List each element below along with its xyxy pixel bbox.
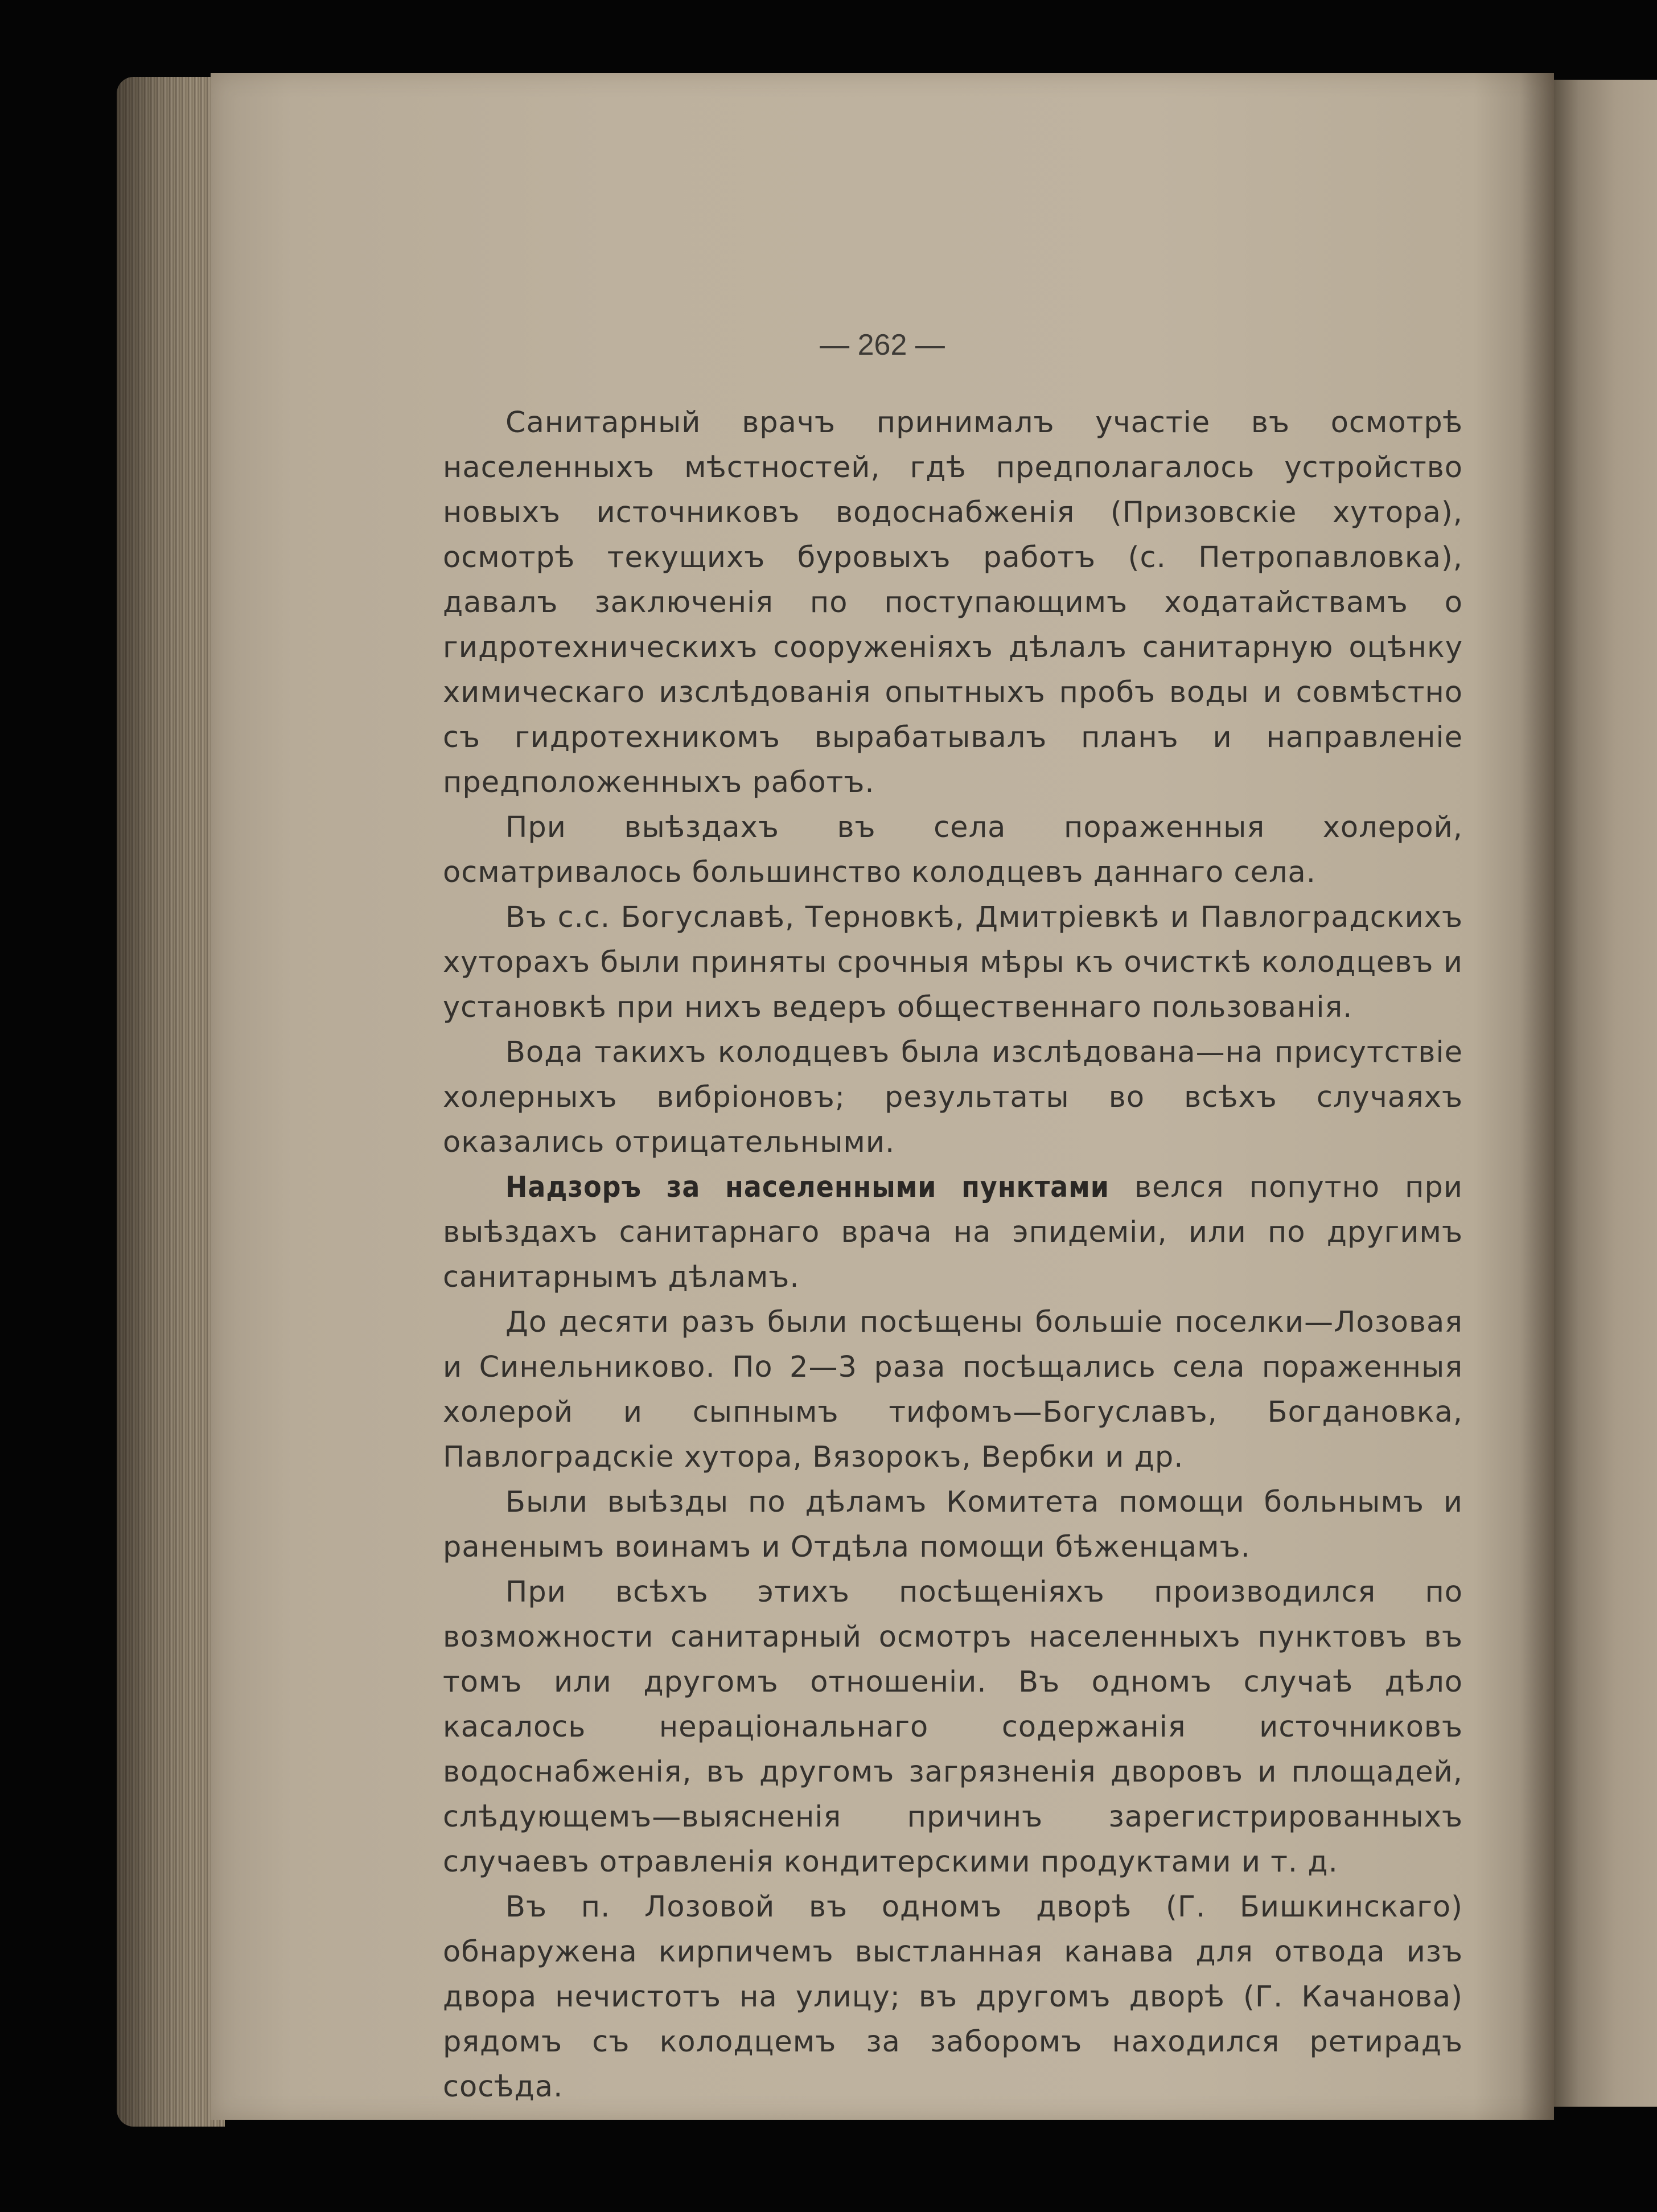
paragraph-water-tested: Вода такихъ колодцевъ была изслѣдована—на присутствіе холерныхъ вибріоновъ; результаты во всѣхъ случаяхъ оказались отрицательными. <box>443 1036 1463 1159</box>
page-number: — 262 — <box>820 329 945 362</box>
paragraph-settlement-supervision <box>443 1165 1463 1300</box>
paragraph-well-measures: Въ с.с. Богуславѣ, Терновкѣ, Дмитріевкѣ и Павлоградскихъ хуторахъ были приняты срочныя мѣры къ очисткѣ колодцевъ и установкѣ при нихъ ведеръ общественнаго пользованія. <box>443 901 1463 1024</box>
paragraph-bold-lead: Надзоръ за населенными пунктами <box>505 1171 1109 1204</box>
facing-page-edge <box>1553 80 1657 2107</box>
page-body-text <box>443 400 1463 2110</box>
paragraph-cholera-villages: При выѣздахъ въ села пораженныя холерой, осматривалось большинство колодцевъ даннаго села. <box>443 811 1463 889</box>
paragraph-lozovaya-findings: Въ п. Лозовой въ одномъ дворѣ (Г. Бишкинскаго) обнаружена кирпичемъ выстланная канава для отвода изъ двора нечистотъ на улицу; въ другомъ дворѣ (Г. Качанова) рядомъ съ колодцемъ за заборомъ находился ретирадъ сосѣда. <box>443 1890 1463 2104</box>
paragraph-inspection-details: При всѣхъ этихъ посѣщеніяхъ производился по возможности санитарный осмотръ населенныхъ пунктовъ въ томъ или другомъ отношеніи. Въ одномъ случаѣ дѣло касалось нераціональнаго содержанія источниковъ водоснабженія, въ другомъ загрязненія дворовъ и площадей, слѣдующемъ—выясненія причинъ зарегистрированныхъ случаевъ отравленія кондитерскими продуктами и т. д. <box>443 1575 1463 1879</box>
paragraph-supervision-text: велся попутно при выѣздахъ санитарнаго врача на эпидеміи, или по другимъ санитарнымъ дѣламъ. <box>443 1171 1463 1294</box>
book-page <box>211 73 1554 2120</box>
page-gutter-shadow <box>1520 73 1554 2120</box>
paragraph-visits: До десяти разъ были посѣщены большіе поселки—Лозовая и Синельниково. По 2—3 раза посѣщались села пораженныя холерой и сыпнымъ тифомъ—Богуславъ, Богдановка, Павлоградскіе хутора, Вязорокъ, Вербки и др. <box>443 1306 1463 1474</box>
paragraph-committee-trips: Были выѣзды по дѣламъ Комитета помощи больнымъ и раненымъ воинамъ и Отдѣла помощи бѣженцамъ. <box>443 1485 1463 1564</box>
page-edges-shadow <box>117 77 225 2127</box>
paragraph-sanitary-doctor: Санитарный врачъ принималъ участіе въ осмотрѣ населенныхъ мѣстностей, гдѣ предполагалось устройство новыхъ источниковъ водоснабженія (Призовскіе хутора), осмотрѣ текущихъ буровыхъ работъ (с. Петропавловка), давалъ заключенія по поступающимъ ходатайствамъ о гидротехническихъ сооруженіяхъ дѣлалъ санитарную оцѣнку химическаго изслѣдованія опытныхъ пробъ воды и совмѣстно съ гидротехникомъ вырабатывалъ планъ и направленіе предположенныхъ работъ. <box>443 406 1463 799</box>
